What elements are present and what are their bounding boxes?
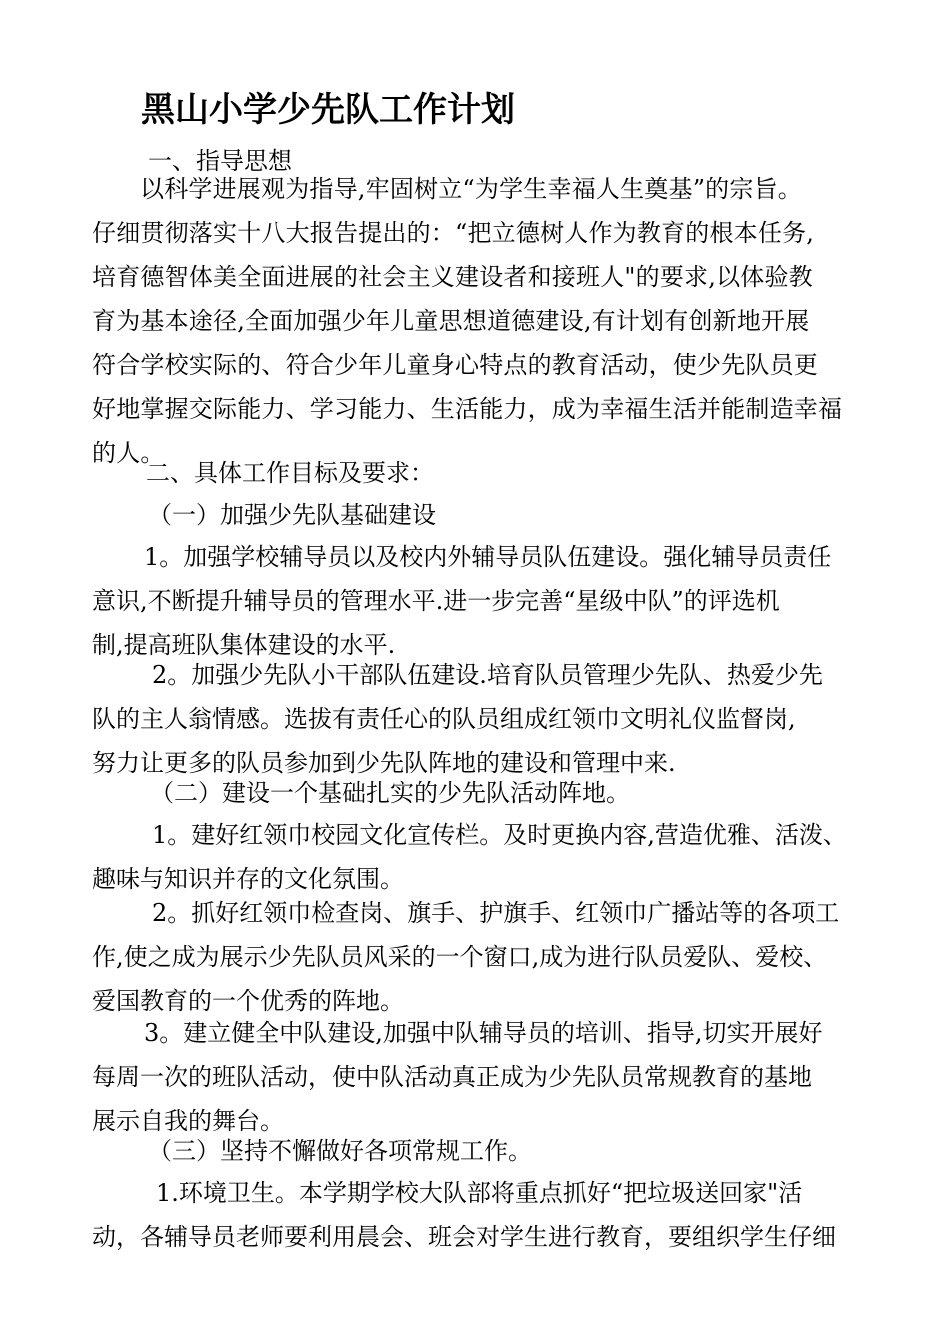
text-line: 育为基本途径,全面加强少年儿童思想道德建设,有计划有创新地开展 <box>92 307 810 335</box>
text-line: 1.环境卫生。本学期学校大队部将重点抓好“把垃圾送回家"活 <box>156 1179 803 1207</box>
text-line: 培育德智体美全面进展的社会主义建设者和接班人"的要求,以体验教 <box>92 263 813 291</box>
text-line: 仔细贯彻落实十八大报告提出的：“把立德树人作为教育的根本任务, <box>92 219 815 247</box>
text-line: 作,使之成为展示少先队员风采的一个窗口,成为进行队员爱队、爱校、 <box>92 943 828 971</box>
text-line: （二）建设一个基础扎实的少先队活动阵地。 <box>150 779 630 807</box>
text-line: 2。加强少先队小干部队伍建设.培育队员管理少先队、热爱少先 <box>152 661 823 689</box>
subsection-2-item-1 <box>92 813 870 901</box>
text-line: 每周一次的班队活动，使中队活动真正成为少先队员常规教育的基地 <box>92 1063 812 1091</box>
subsection-2-item-2 <box>92 891 870 1023</box>
document-title: 黑山小学少先队工作计划 <box>141 90 515 130</box>
section-2-heading <box>146 451 924 495</box>
text-line: 的人。 <box>92 439 165 467</box>
text-line: 一、指导思想 <box>148 147 292 175</box>
section-1-body <box>92 167 870 475</box>
text-line: （一）加强少先队基础建设 <box>148 501 436 529</box>
text-line: 制,提高班队集体建设的水平. <box>92 631 396 659</box>
subsection-3-heading <box>148 1129 926 1173</box>
subsection-1-item-2 <box>92 653 870 785</box>
subsection-1-heading <box>148 493 926 537</box>
subsection-2-item-3 <box>92 1011 870 1143</box>
text-line: 爱国教育的一个优秀的阵地。 <box>92 987 404 1015</box>
subsection-1-item-1 <box>92 535 870 667</box>
subsection-2-heading <box>150 771 928 815</box>
text-line: 3。建立健全中队建设,加强中队辅导员的培训、指导,切实开展好 <box>144 1019 823 1047</box>
text-line: 二、具体工作目标及要求： <box>146 459 434 487</box>
subsection-3-item-1 <box>92 1171 870 1259</box>
text-line: 以科学进展观为指导,牢固树立“为学生幸福人生奠基”的宗旨。 <box>140 175 802 203</box>
text-line: 1。加强学校辅导员以及校内外辅导员队伍建设。强化辅导员责任 <box>144 543 832 571</box>
text-line: 趣味与知识并存的文化氛围。 <box>92 865 404 893</box>
text-line: 好地掌握交际能力、学习能力、生活能力，成为幸福生活并能制造幸福 <box>92 395 843 423</box>
text-line: （三）坚持不懈做好各项常规工作。 <box>148 1137 532 1165</box>
text-line: 2。抓好红领巾检查岗、旗手、护旗手、红领巾广播站等的各项工 <box>152 899 840 927</box>
text-line: 努力让更多的队员参加到少先队阵地的建设和管理中来. <box>92 749 676 777</box>
text-line: 符合学校实际的、符合少年儿童身心特点的教育活动，使少先队员更 <box>92 351 818 379</box>
text-line: 展示自我的舞台。 <box>92 1107 284 1135</box>
text-line: 意识,不断提升辅导员的管理水平.进一步完善“星级中队”的评选机 <box>92 587 780 615</box>
text-line: 动，各辅导员老师要利用晨会、班会对学生进行教育，要组织学生仔细 <box>92 1223 836 1251</box>
text-line: 1。建好红领巾校园文化宣传栏。及时更换内容,营造优雅、活泼、 <box>152 821 847 849</box>
text-line: 队的主人翁情感。选拔有责任心的队员组成红领巾文明礼仪监督岗, <box>92 705 796 733</box>
